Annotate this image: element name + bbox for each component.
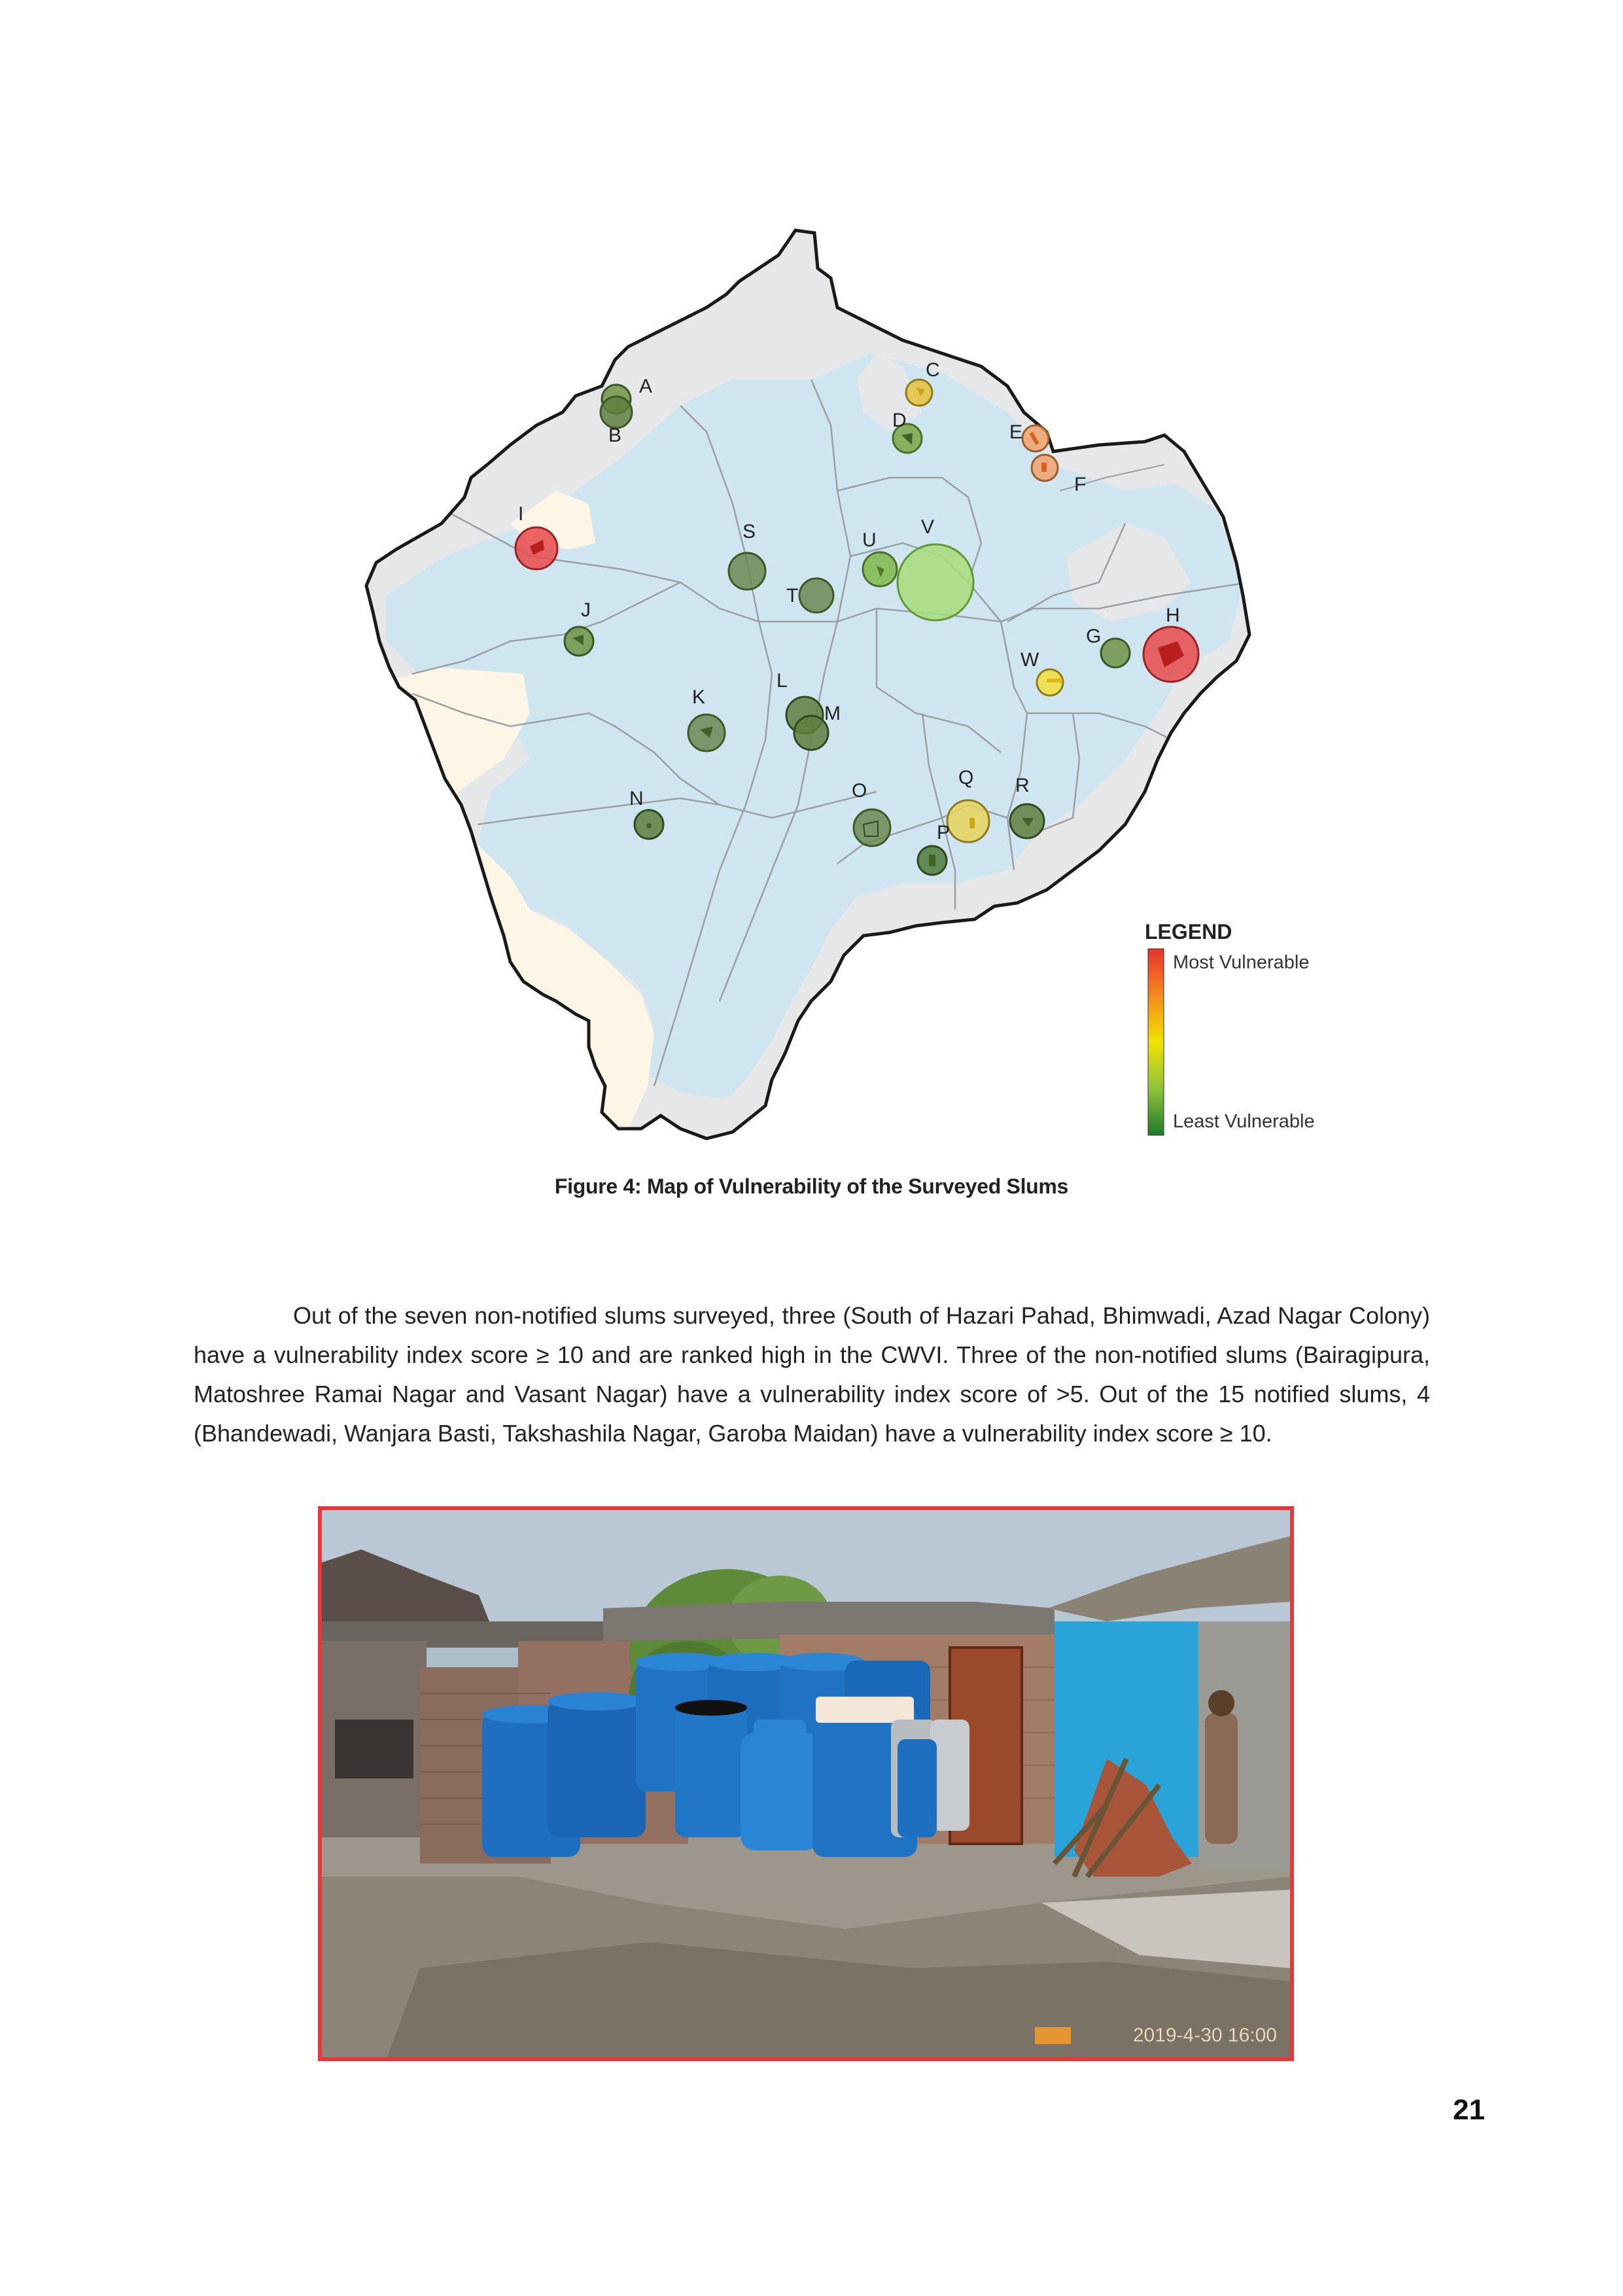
map-canvas	[314, 216, 1361, 1152]
map-label-l: L	[777, 670, 788, 692]
slum-marker-t	[799, 578, 833, 612]
map-label-f: F	[1074, 474, 1087, 495]
body-paragraph: Out of the seven non-notified slums surveyed, three (South of Hazari Pahad, Bhimwadi, Azad Nagar Colony) have a vulnerability index score ≥ 10 and are ranked high in the CWVI. Three of the non-notified slums (Bairagipura, Matoshree Ramai Nagar and Vasant Nagar) have a vulnerability index score of >5. Out of the 15 notified slums, 4 (Bhandewadi, Wanjara Basti, Takshashila Nagar, Garoba Maidan) have a vulnerability index score ≥ 10.	[194, 1302, 1430, 1447]
map-label-j: J	[581, 599, 591, 621]
slum-marker-v	[898, 544, 973, 620]
map-label-e: E	[1009, 421, 1023, 443]
map-label-d: D	[892, 410, 907, 431]
map-label-k: K	[692, 686, 706, 708]
photo-water-drums	[318, 1506, 1294, 2061]
legend-most-vulnerable: Most Vulnerable	[1173, 952, 1310, 973]
map-label-q: Q	[958, 767, 974, 788]
page-number: 21	[1453, 2094, 1485, 2126]
photo-timestamp: 2019-4-30 16:00	[1132, 2024, 1277, 2046]
photo-scene	[322, 1510, 1290, 2057]
legend-title: LEGEND	[1145, 920, 1232, 944]
map-label-i: I	[518, 503, 524, 525]
map-label-n: N	[629, 788, 644, 809]
figure-caption: Figure 4: Map of Vulnerability of the Surveyed Slums	[554, 1174, 1069, 1198]
map-label-c: C	[926, 359, 940, 381]
map-label-m: M	[824, 703, 841, 724]
slum-marker-q	[947, 800, 989, 842]
map-label-p: P	[937, 822, 951, 843]
slum-marker-b	[601, 397, 632, 428]
map-label-a: A	[639, 376, 653, 397]
map-label-s: S	[742, 521, 756, 542]
map-label-h: H	[1166, 605, 1180, 626]
map-label-t: T	[786, 585, 799, 607]
map-label-v: V	[921, 516, 935, 538]
map-label-r: R	[1015, 775, 1030, 796]
map-legend	[1145, 920, 1315, 1135]
vulnerability-map	[314, 216, 1361, 1152]
slum-marker-g	[1101, 639, 1130, 667]
map-label-u: U	[862, 529, 877, 551]
map-label-o: O	[852, 780, 867, 802]
slum-marker-m	[794, 716, 828, 750]
map-label-w: W	[1021, 649, 1039, 671]
map-label-g: G	[1086, 626, 1102, 647]
legend-color-ramp	[1148, 949, 1164, 1135]
slum-marker-o	[854, 809, 890, 846]
legend-least-vulnerable: Least Vulnerable	[1173, 1111, 1315, 1132]
map-label-b: B	[608, 425, 622, 446]
slum-marker-s	[729, 553, 765, 590]
